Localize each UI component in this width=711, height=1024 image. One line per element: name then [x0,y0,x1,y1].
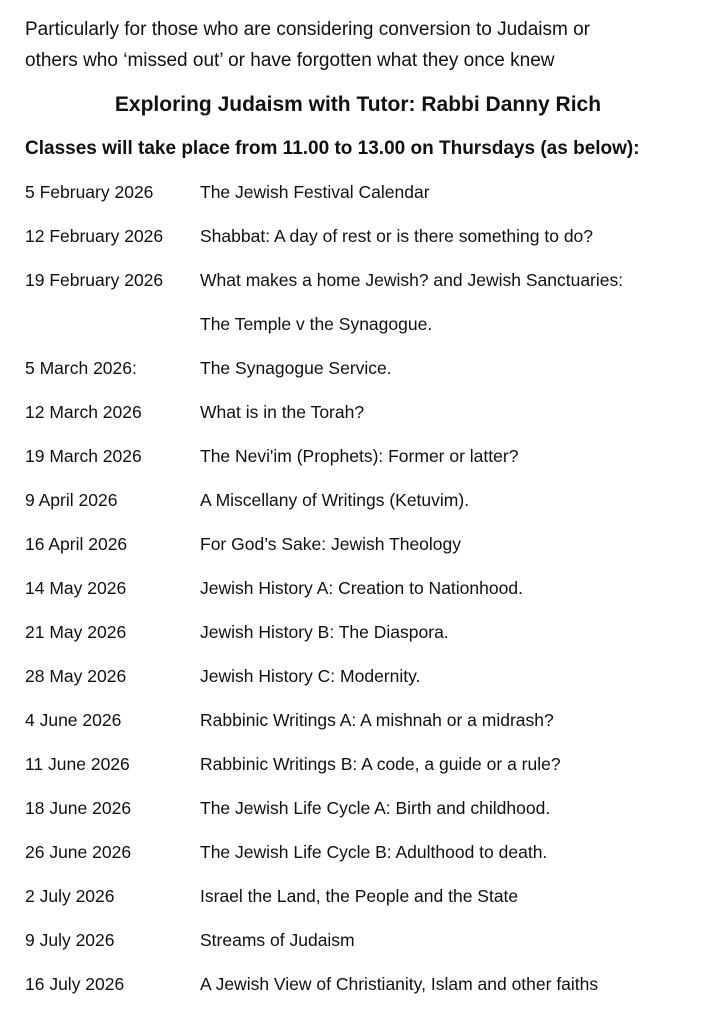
class-topic: For God’s Sake: Jewish Theology [200,533,462,554]
schedule-row [25,830,691,874]
class-date: 9 April 2026 [25,489,118,510]
class-date: 28 May 2026 [25,665,127,686]
intro-line-2: others who ‘missed out’ or have forgotten what they once knew [25,50,555,71]
intro-line-1: Particularly for those who are considering conversion to Judaism or [25,19,590,40]
schedule-row [25,214,691,258]
class-date: 19 February 2026 [25,269,164,290]
schedule-row [25,874,691,918]
schedule-row [25,258,691,302]
schedule-row [25,698,691,742]
class-topic: What is in the Torah? [200,401,365,422]
schedule-subtitle: Classes will take place from 11.00 to 13.00 on Thursdays (as below): [25,138,640,159]
class-topic: The Jewish Life Cycle B: Adulthood to death. [200,841,548,862]
schedule-row [25,302,691,346]
class-topic: A Jewish View of Christianity, Islam and other faiths [200,973,599,994]
class-topic: What makes a home Jewish? and Jewish Sanctuaries: [200,269,624,290]
class-topic: Israel the Land, the People and the State [200,885,519,906]
class-topic: The Synagogue Service. [200,357,392,378]
schedule-row [25,346,691,390]
class-date: 16 July 2026 [25,973,125,994]
class-topic: Jewish History A: Creation to Nationhood. [200,577,523,598]
schedule-row [25,170,691,214]
class-date: 21 May 2026 [25,621,127,642]
class-topic: A Miscellany of Writings (Ketuvim). [200,489,470,510]
schedule-row [25,962,691,1006]
class-date: 5 February 2026 [25,181,154,202]
class-date: 19 March 2026 [25,445,142,466]
class-date: 18 June 2026 [25,797,132,818]
class-topic: Jewish History B: The Diaspora. [200,621,449,642]
class-date: 12 February 2026 [25,225,164,246]
schedule-row [25,654,691,698]
class-date: 5 March 2026: [25,357,137,378]
class-topic: Rabbinic Writings B: A code, a guide or a rule? [200,753,561,774]
schedule-row [25,918,691,962]
class-topic: Shabbat: A day of rest or is there something to do? [200,225,594,246]
class-date: 14 May 2026 [25,577,127,598]
schedule-row [25,786,691,830]
class-topic: The Jewish Festival Calendar [200,181,430,202]
intro-text [25,14,691,76]
class-date: 26 June 2026 [25,841,132,862]
class-date: 2 July 2026 [25,885,115,906]
schedule-row [25,478,691,522]
schedule-row [25,522,691,566]
schedule-row [25,610,691,654]
page-title: Exploring Judaism with Tutor: Rabbi Danny Rich [114,93,602,116]
schedule-row [25,742,691,786]
class-topic: Jewish History C: Modernity. [200,665,421,686]
schedule-row [25,390,691,434]
class-topic: Streams of Judaism [200,929,355,950]
class-date: 4 June 2026 [25,709,122,730]
class-topic: The Nevi'im (Prophets): Former or latter? [200,445,519,466]
class-topic: Rabbinic Writings A: A mishnah or a midrash? [200,709,554,730]
schedule-row [25,566,691,610]
schedule-row [25,434,691,478]
class-date: 9 July 2026 [25,929,115,950]
class-date: 16 April 2026 [25,533,128,554]
class-topic: The Jewish Life Cycle A: Birth and childhood. [200,797,551,818]
class-topic: The Temple v the Synagogue. [200,313,433,334]
class-date: 12 March 2026 [25,401,142,422]
class-schedule [25,170,691,1006]
class-date: 11 June 2026 [25,753,130,774]
